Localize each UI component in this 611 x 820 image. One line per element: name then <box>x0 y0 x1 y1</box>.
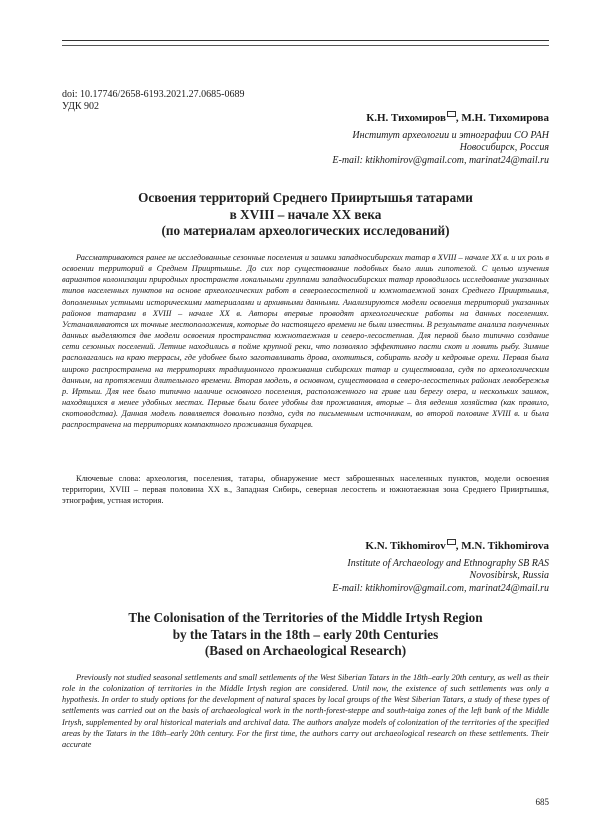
udk: УДК 902 <box>62 101 100 112</box>
en-title: The Colonisation of the Territories of the Middle Irtysh Region by the Tatars in the 18th – early 20th Centuries (Based on Archaeological Research) <box>128 610 483 658</box>
en-author-block <box>332 540 549 595</box>
ru-keywords: Ключевые слова: археология, поселения, татары, обнаружение мест заброшенных населенных пунктов, модели освоения территории, XVIII – первая половина XX в., Западная Сибирь, северная лесостепь и южнотаежная зона Среднего Прииртышья, этнография, устная история. <box>62 474 549 506</box>
envelope-icon <box>447 539 456 545</box>
envelope-icon <box>447 111 456 117</box>
header-rule-thin <box>62 45 549 46</box>
ru-abstract: Рассматриваются ранее не исследованные сезонные поселения и заимки западносибирских татар в XVIII – начале XX в. и их роль в освоении территорий в Среднем Прииртышье. До сих пор существование подобных было лишь гипотезой. С целью изучения вариантов колонизации природных пространств локальными группами западносибирских татар проводилось исследование указанных типов населенных пунктов на основе археологических работ в северолесостепной и южнотаежной зонах Среднего Прииртышья, дополненных устными историческими материалами и архивными данными. Анализируются модели освоения территорий указанных районов татарами в XVIII – начале XX в. Авторы впервые проводят археологические работы на данных поселениях. Устанавливаются их точные местоположения, которые до настоящего времени не были известны. В результате анализа полученных данных выделяются две модели освоения пространства южнотаежная и северо-лесостепная. Для первой было типично создание сети сезонных поселений. Летние находились в пойме крупной реки, что позволяло эффективно пасти скот и ловить рыбу. Зимние располагались на краю террасы, где удобнее было заготавливать дрова, охотиться, собирать ягоду и кедровые орехи. Первая была широко распространена на территориях традиционного проживания сибирских татар и существовала, судя по археологическим данным, на протяжении длительного времени. Вторая модель, в основном, существовала в северо-лесостепных районах левобережья р. Иртыш. Для нее было типично наличие основного поселения, расположенного на гриве или берегу озера, и нескольких заимок, находящихся в менее удобных местах. Первые были более удобны для проживания, вторые – для ведения хозяйства (как правило, скотоводства). Данная модель появляется довольно поздно, судя по письменным источникам, во второй половине XVIII в. и была распространена на территориях компактного проживания бухарцев. <box>62 253 549 430</box>
en-institute: Institute of Archaeology and Ethnography SB RAS <box>347 557 549 569</box>
doi: doi: 10.17746/2658-6193.2021.27.0685-0689 <box>62 89 245 100</box>
ru-authors: К.Н. Тихомиров , М.Н. Тихомирова <box>366 112 549 124</box>
en-email: E-mail: ktikhomirov@gmail.com, marinat24@mail.ru <box>332 582 549 594</box>
en-city: Novosibirsk, Russia <box>469 570 549 581</box>
en-abstract: Previously not studied seasonal settlements and small settlements of the West Siberian Tatars in the 18th–early 20th century, as well as their role in the colonization of territories in the Middle Irtysh region are considered. Until now, the existence of such settlements was only a hypothesis. In order to study options for the development of natural spaces by local groups of the West Siberian Tatars, a study of these types of settlements was carried out on the basis of archaeological work in the north-forest-steppe and south-taiga zones of the left bank of the Middle Irtysh, supplemented by oral historical materials and archival data. The authors analyze models of colonization of the territories of the specified areas by the Tatars in the 18th–early 20th century. For the first time, the authors carry out archaeological research on these settlements. Their accurate <box>62 673 549 749</box>
ru-city: Новосибирск, Россия <box>459 142 549 153</box>
page-number: 685 <box>535 797 549 807</box>
header-rule-thick <box>62 40 549 41</box>
ru-institute: Институт археологии и этнографии СО РАН <box>352 129 549 141</box>
ru-email: E-mail: ktikhomirov@gmail.com, marinat24@mail.ru <box>332 154 549 166</box>
en-authors: K.N. Tikhomirov , M.N. Tikhomirova <box>365 540 549 552</box>
ru-title: Освоения территорий Среднего Прииртышья татарами в XVIII – начале XX века (по материалам археологических исследований) <box>138 190 473 238</box>
ru-author-block <box>332 112 549 167</box>
